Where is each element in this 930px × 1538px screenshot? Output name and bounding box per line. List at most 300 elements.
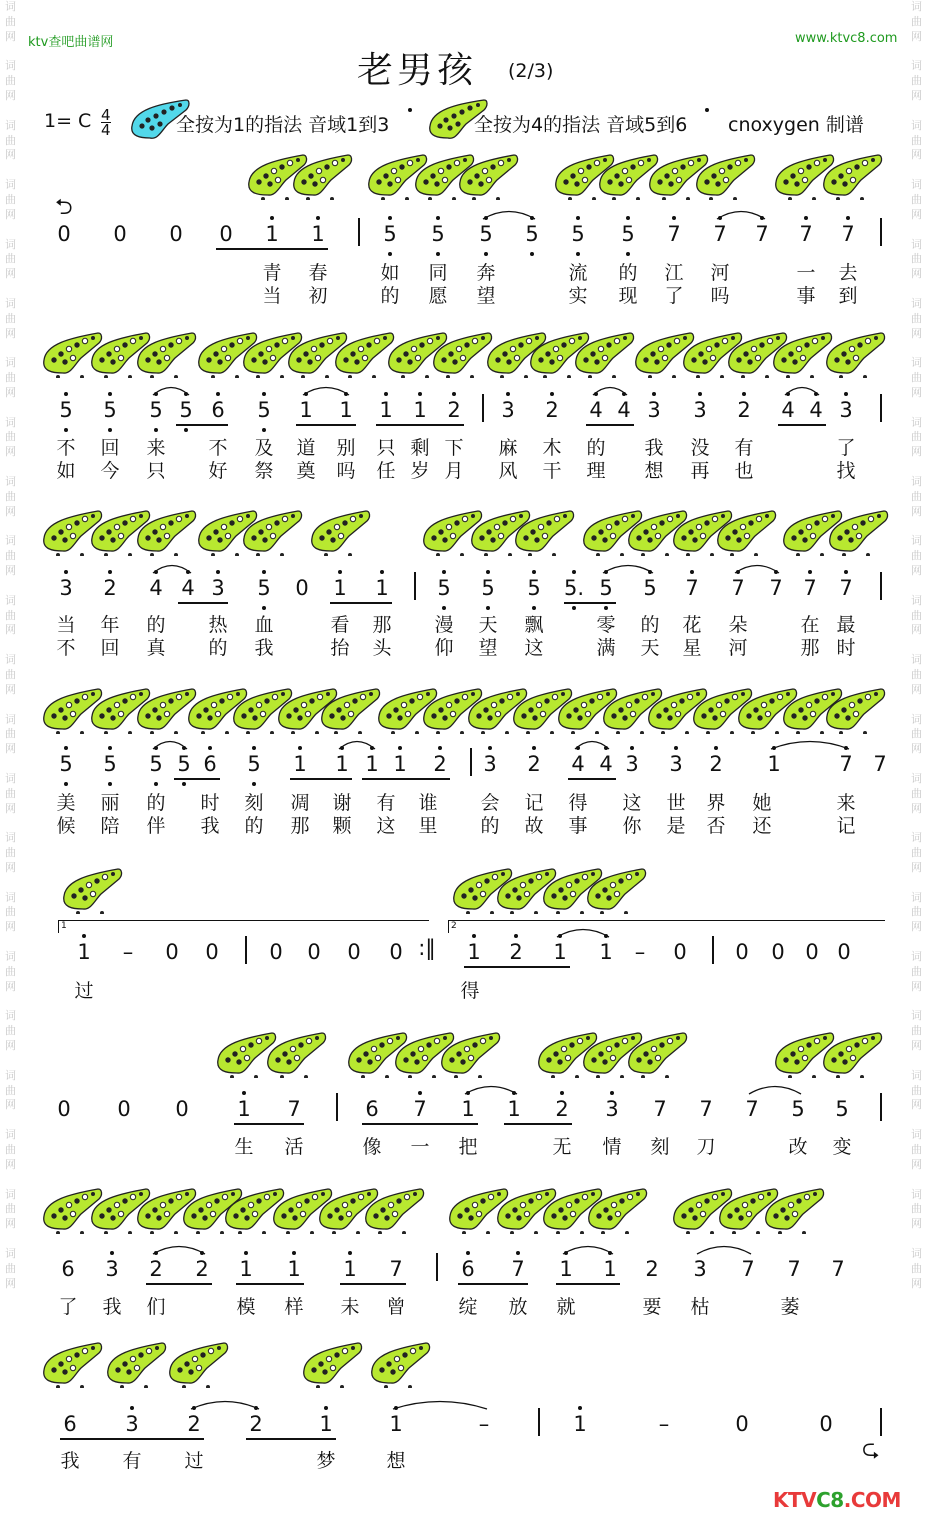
note: 1 xyxy=(603,1257,617,1281)
beam-underline xyxy=(146,1283,212,1285)
beam-underline xyxy=(504,1123,572,1125)
note: – xyxy=(122,940,134,964)
tie-arc xyxy=(769,738,851,750)
lyric-line2: 当 xyxy=(262,285,282,307)
lyric-line1: 刀 xyxy=(696,1136,716,1158)
beam-underline xyxy=(362,778,450,780)
octave-dot xyxy=(242,1091,246,1095)
lyric-line2: 也 xyxy=(734,460,754,482)
lyric-line1: 活 xyxy=(284,1136,304,1158)
octave-dot xyxy=(262,428,266,432)
ocarina-fingering-icon xyxy=(300,1340,364,1388)
note: 5 xyxy=(247,752,261,776)
note: 3 xyxy=(669,752,683,776)
volta-number: 2 xyxy=(451,921,457,931)
ocarina-fingering-icon xyxy=(134,330,198,378)
note: 5 xyxy=(177,752,191,776)
lyric-line1: 热 xyxy=(208,614,228,636)
tie-arc xyxy=(189,1398,261,1410)
ocarina-fingering-icon xyxy=(456,152,520,200)
lyric-line2: 任 xyxy=(376,460,396,482)
lyric-line1: 过 xyxy=(184,1450,204,1472)
octave-dot xyxy=(292,1251,296,1255)
tie-arc xyxy=(337,738,377,750)
octave-dot xyxy=(698,392,702,396)
lyric-line1: 的 xyxy=(146,614,166,636)
note: 7 xyxy=(803,576,817,600)
note: 1 xyxy=(389,1412,403,1436)
note: 7 xyxy=(839,576,853,600)
octave-dot xyxy=(108,570,112,574)
lyric-line1: 刻 xyxy=(244,792,264,814)
beam-underline xyxy=(556,1283,620,1285)
lyric-line1: 想 xyxy=(386,1450,406,1472)
note: 1 xyxy=(599,940,613,964)
lyric-line2: 风 xyxy=(498,460,518,482)
lyric-line2: 头 xyxy=(372,637,392,659)
ocarina-fingering-icon xyxy=(823,330,887,378)
octave-dot xyxy=(804,216,808,220)
note: 5 xyxy=(257,576,271,600)
ocarina-fingering-icon xyxy=(572,330,636,378)
ocarina-fingering-icon xyxy=(820,152,884,200)
ocarina-fingering-icon xyxy=(826,508,890,556)
octave-dot xyxy=(506,392,510,396)
octave-dot xyxy=(384,392,388,396)
note: 5 xyxy=(431,222,445,246)
ocarina-fingering-icon xyxy=(134,508,198,556)
tie-arc xyxy=(733,562,781,574)
octave-dot xyxy=(130,1406,134,1410)
lyric-line1: 改 xyxy=(788,1136,808,1158)
note: 6 xyxy=(203,752,217,776)
lyric-line1: 不 xyxy=(56,437,76,459)
lyric-line2: 望 xyxy=(476,285,496,307)
octave-dot xyxy=(674,746,678,750)
lyric-line2: 再 xyxy=(690,460,710,482)
ocarina-fingering-icon xyxy=(166,1340,230,1388)
lyric-line1: 她 xyxy=(752,792,772,814)
lyric-line2: 现 xyxy=(618,285,638,307)
lyric-line1: 的 xyxy=(618,262,638,284)
note: 1 xyxy=(311,222,325,246)
octave-dot xyxy=(576,216,580,220)
note: 5 xyxy=(437,576,451,600)
tie-arc xyxy=(783,384,821,396)
lyric-line2: 只 xyxy=(146,460,166,482)
lyric-line1: 了 xyxy=(836,437,856,459)
octave-dot xyxy=(252,746,256,750)
note: 0 xyxy=(819,1412,833,1436)
lyric-line1: 曾 xyxy=(386,1296,406,1318)
note: 1 xyxy=(293,752,307,776)
repeat-barline: :‖ xyxy=(418,936,436,960)
lyric-line2: 到 xyxy=(838,285,858,307)
note: 2 xyxy=(737,398,751,422)
note: 2 xyxy=(447,398,461,422)
site-name-left[interactable]: ktv查吧曲谱网 xyxy=(28,35,114,50)
lyric-line2: 愿 xyxy=(428,285,448,307)
tie-arc xyxy=(695,1243,753,1255)
beam-underline xyxy=(216,248,328,250)
tie-arc xyxy=(151,384,191,396)
lyric-line2: 这 xyxy=(376,815,396,837)
fingering-note-1: 全按为1的指法 音域1到3 xyxy=(176,114,390,136)
note: 2 xyxy=(555,1097,569,1121)
ocarina-fingering-icon xyxy=(625,1030,689,1078)
note: 7 xyxy=(731,576,745,600)
lyric-line1: 模 xyxy=(236,1296,256,1318)
beam-underline xyxy=(568,778,616,780)
octave-dot xyxy=(64,570,68,574)
lyric-line2: 今 xyxy=(100,460,120,482)
ocarina-fingering-icon xyxy=(240,508,304,556)
note: 7 xyxy=(873,752,887,776)
lyric-line2: 奠 xyxy=(296,460,316,482)
octave-dot xyxy=(108,428,112,432)
note: 1 xyxy=(343,1257,357,1281)
lyric-line1: 放 xyxy=(508,1296,528,1318)
note: 7 xyxy=(787,1257,801,1281)
lyric-line2: 天 xyxy=(640,637,660,659)
octave-dot xyxy=(252,782,256,786)
note: 0 xyxy=(307,940,321,964)
note: 7 xyxy=(745,1097,759,1121)
tie-arc xyxy=(591,384,629,396)
beam-underline xyxy=(330,602,392,604)
octave-dot xyxy=(572,606,576,610)
note: 2 xyxy=(709,752,723,776)
site-url-right[interactable]: www.ktvc8.com xyxy=(795,31,898,46)
note: 2 xyxy=(187,1412,201,1436)
note: 5 xyxy=(479,222,493,246)
ocarina-fingering-icon xyxy=(584,866,648,914)
lyric-line1: 天 xyxy=(478,614,498,636)
octave-dot xyxy=(154,782,158,786)
octave-dot xyxy=(108,746,112,750)
note: 1 xyxy=(553,940,567,964)
octave-dot xyxy=(270,216,274,220)
note: 4 xyxy=(149,576,163,600)
lyric-line1: 记 xyxy=(524,792,544,814)
tie-arc xyxy=(573,738,611,750)
note: 0 xyxy=(169,222,183,246)
lyric-line2: 星 xyxy=(682,637,702,659)
octave-dot xyxy=(466,1251,470,1255)
lyric-line2: 月 xyxy=(444,460,464,482)
barline xyxy=(358,218,360,246)
note: 3 xyxy=(501,398,515,422)
octave-dot xyxy=(182,782,186,786)
octave-dot xyxy=(262,392,266,396)
octave-dot xyxy=(486,570,490,574)
note: 5 xyxy=(103,398,117,422)
octave-dot xyxy=(516,1251,520,1255)
note: 1 xyxy=(299,398,313,422)
note: 1 xyxy=(559,1257,573,1281)
ocarina-fingering-icon xyxy=(762,1186,826,1234)
octave-dot xyxy=(690,570,694,574)
note: 1 xyxy=(507,1097,521,1121)
note: 1 xyxy=(413,398,427,422)
lyric-line2: 的 xyxy=(244,815,264,837)
watermark-left: 词 曲 网 词 曲 网 词 曲 网 词 曲 网 词 曲 网 词 曲 网 词 曲 网 词 曲 网 词 曲 网 词 曲 网 词 曲 网 词 曲 网 词 曲 网 词 曲 网 词 曲 网 词 曲 网 词 曲 网 词 曲 网 词 曲 网 词 曲 网 词 曲 网 词 曲 网 xyxy=(5,0,16,1290)
note: 7 xyxy=(511,1257,525,1281)
tie-arc xyxy=(561,1243,615,1255)
lyric-line1: 我 xyxy=(102,1296,122,1318)
lyric-line1: 会 xyxy=(480,792,500,814)
lyric-line1: 无 xyxy=(552,1136,572,1158)
note: 0 xyxy=(389,940,403,964)
lyric-line1: 江 xyxy=(664,262,684,284)
note: 7 xyxy=(755,222,769,246)
note: 0 xyxy=(269,940,283,964)
segno-end-icon: ⮎ xyxy=(862,1437,880,1462)
ocarina-fingering-icon xyxy=(585,1186,649,1234)
note: 0 xyxy=(347,940,361,964)
octave-dot xyxy=(530,252,534,256)
lyric-line2: 想 xyxy=(644,460,664,482)
lyric-line1: 飘 xyxy=(524,614,544,636)
lyric-line2: 我 xyxy=(200,815,220,837)
note: 5 xyxy=(525,222,539,246)
barline xyxy=(880,1408,882,1436)
octave-dot xyxy=(348,1251,352,1255)
note: 0 xyxy=(735,940,749,964)
note: 1 xyxy=(335,752,349,776)
note: 7 xyxy=(653,1097,667,1121)
note: 0 xyxy=(735,1412,749,1436)
lyric-line1: 朵 xyxy=(728,614,748,636)
barline xyxy=(880,572,882,600)
lyric-line1: 流 xyxy=(568,262,588,284)
lyric-line1: 美 xyxy=(56,792,76,814)
lyric-line2: 陪 xyxy=(100,815,120,837)
lyric-line1: 生 xyxy=(234,1136,254,1158)
note: 1 xyxy=(467,940,481,964)
lyric-line2: 理 xyxy=(586,460,606,482)
tie-arc xyxy=(715,208,767,220)
note: 5 xyxy=(481,576,495,600)
tie-arc xyxy=(151,738,189,750)
beam-underline xyxy=(296,424,356,426)
lyric-line1: 把 xyxy=(458,1136,478,1158)
note: 1 xyxy=(287,1257,301,1281)
lyric-line1: 有 xyxy=(376,792,396,814)
note: 0 xyxy=(57,222,71,246)
note: 1 xyxy=(239,1257,253,1281)
lyric-line1: 丽 xyxy=(100,792,120,814)
lyric-line1: 如 xyxy=(380,262,400,284)
lyric-line1: 只 xyxy=(376,437,396,459)
note: 0 xyxy=(837,940,851,964)
lyric-line1: 来 xyxy=(836,792,856,814)
lyric-line2: 你 xyxy=(622,815,642,837)
note: 3 xyxy=(125,1412,139,1436)
note: 2 xyxy=(103,576,117,600)
lyric-line1: 木 xyxy=(542,437,562,459)
ocarina-fingering-icon xyxy=(438,1030,502,1078)
lyric-line1: 有 xyxy=(122,1450,142,1472)
lyric-line1: 一 xyxy=(796,262,816,284)
beam-underline xyxy=(246,1438,336,1440)
beam-underline xyxy=(174,778,220,780)
tie-arc xyxy=(463,1083,519,1095)
lyric-line2: 里 xyxy=(418,815,438,837)
lyric-line1: 下 xyxy=(444,437,464,459)
lyric-line1: 来 xyxy=(146,437,166,459)
note: 7 xyxy=(769,576,783,600)
octave-dot xyxy=(672,216,676,220)
octave-dot xyxy=(324,1406,328,1410)
octave-dot xyxy=(316,216,320,220)
lyric-line2: 真 xyxy=(146,637,166,659)
note: 5 xyxy=(643,576,657,600)
octave-dot xyxy=(216,392,220,396)
note: 3 xyxy=(625,752,639,776)
lyric-line1: 去 xyxy=(838,262,858,284)
beam-underline xyxy=(290,778,352,780)
note: 2 xyxy=(527,752,541,776)
barline xyxy=(712,936,714,964)
lyric-line1: 同 xyxy=(428,262,448,284)
lyric-line1: 别 xyxy=(336,437,356,459)
lyric-line1: 最 xyxy=(836,614,856,636)
note: 0 xyxy=(117,1097,131,1121)
lyric-line1: 麻 xyxy=(498,437,518,459)
lyric-line1: 没 xyxy=(690,437,710,459)
fingering-note-2: 全按为4的指法 音域5到6 xyxy=(474,114,688,136)
note: 7 xyxy=(413,1097,427,1121)
note: 3 xyxy=(59,576,73,600)
tie-arc xyxy=(481,208,537,220)
lyric-line2: 实 xyxy=(568,285,588,307)
note: 5 xyxy=(791,1097,805,1121)
octave-dot xyxy=(626,216,630,220)
beam-underline xyxy=(236,1283,304,1285)
note: 0 xyxy=(805,940,819,964)
lyric-line1: 花 xyxy=(682,614,702,636)
note: 2 xyxy=(509,940,523,964)
octave-dot xyxy=(578,1406,582,1410)
octave-dot xyxy=(338,570,342,574)
note: – xyxy=(658,1412,670,1436)
volta-bracket xyxy=(448,920,885,933)
lyric-line2: 时 xyxy=(836,637,856,659)
beam-underline xyxy=(340,1283,406,1285)
lyric-line2: 故 xyxy=(524,815,544,837)
note: 3 xyxy=(693,1257,707,1281)
lyric-line1: 奔 xyxy=(476,262,496,284)
note: 5. xyxy=(564,576,585,600)
note: 4 xyxy=(599,752,613,776)
note: 5 xyxy=(599,576,613,600)
note: 7 xyxy=(841,222,855,246)
note: 1 xyxy=(333,576,347,600)
note: 1 xyxy=(319,1412,333,1436)
beam-underline xyxy=(778,424,826,426)
lyric-line1: 零 xyxy=(596,614,616,636)
octave-dot xyxy=(472,934,476,938)
note: 5 xyxy=(59,398,73,422)
beam-underline xyxy=(234,1123,304,1125)
ocarina-fingering-icon xyxy=(820,1030,884,1078)
barline xyxy=(414,572,416,600)
note: 5 xyxy=(103,752,117,776)
note: 7 xyxy=(839,752,853,776)
lyric-line2: 好 xyxy=(208,460,228,482)
note: 0 xyxy=(175,1097,189,1121)
lyric-line1: 不 xyxy=(208,437,228,459)
note: 5 xyxy=(59,752,73,776)
note: 1 xyxy=(339,398,353,422)
lyric-line2: 岁 xyxy=(410,460,430,482)
note: 0 xyxy=(113,222,127,246)
note: 1 xyxy=(461,1097,475,1121)
octave-dot xyxy=(550,392,554,396)
lyric-line1: 道 xyxy=(296,437,316,459)
note: 5 xyxy=(621,222,635,246)
lyric-line1: 绽 xyxy=(458,1296,478,1318)
lyric-line2: 还 xyxy=(752,815,772,837)
lyric-line1: 谁 xyxy=(418,792,438,814)
ocarina-fingering-icon xyxy=(264,1030,328,1078)
octave-dot xyxy=(436,252,440,256)
lyric-line1: 像 xyxy=(362,1136,382,1158)
lyric-line1: 时 xyxy=(200,792,220,814)
octave-dot xyxy=(388,252,392,256)
lyric-line2: 不 xyxy=(56,637,76,659)
lyric-line1: 我 xyxy=(644,437,664,459)
note: 0 xyxy=(165,940,179,964)
note: 5 xyxy=(149,398,163,422)
lyric-line2: 的 xyxy=(380,285,400,307)
octave-dot xyxy=(438,746,442,750)
lyric-line1: 们 xyxy=(146,1296,166,1318)
lyric-line2: 那 xyxy=(800,637,820,659)
note: 2 xyxy=(545,398,559,422)
ocarina-fingering-icon xyxy=(60,866,124,914)
octave-dot xyxy=(244,1251,248,1255)
tie-arc xyxy=(151,562,193,574)
lyric-line1: 的 xyxy=(586,437,606,459)
note: 0 xyxy=(771,940,785,964)
lyric-line1: 了 xyxy=(58,1296,78,1318)
note: 5 xyxy=(179,398,193,422)
lyric-line1: 及 xyxy=(254,437,274,459)
octave-dot xyxy=(82,934,86,938)
note: 7 xyxy=(685,576,699,600)
ocarina-fingering-icon xyxy=(290,152,354,200)
lyric-line2: 祭 xyxy=(254,460,274,482)
note: 2 xyxy=(149,1257,163,1281)
barline xyxy=(482,394,484,422)
octave-dot xyxy=(742,392,746,396)
octave-dot xyxy=(262,570,266,574)
lyric-line1: 变 xyxy=(832,1136,852,1158)
lyric-line2: 是 xyxy=(666,815,686,837)
lyric-line1: 刻 xyxy=(650,1136,670,1158)
lyric-line1: 河 xyxy=(710,262,730,284)
lyric-line1: 得 xyxy=(568,792,588,814)
note: 0 xyxy=(205,940,219,964)
note: 1 xyxy=(375,576,389,600)
octave-dot xyxy=(532,746,536,750)
note: 3 xyxy=(605,1097,619,1121)
note: 2 xyxy=(249,1412,263,1436)
octave-dot xyxy=(560,1091,564,1095)
octave-dot xyxy=(844,570,848,574)
